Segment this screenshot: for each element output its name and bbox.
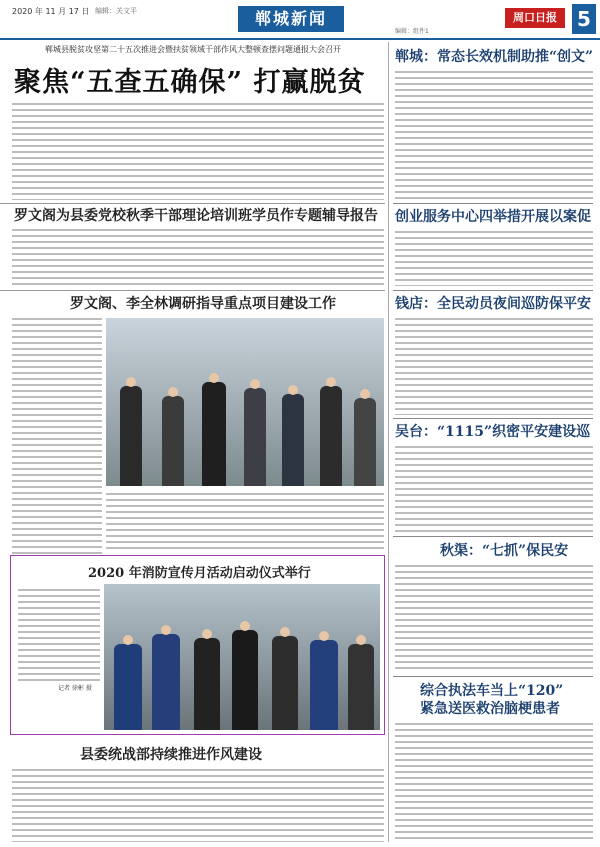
divider (393, 536, 593, 537)
divider (0, 203, 385, 204)
divider (0, 290, 385, 291)
issue-date: 2020 年 11 月 17 日 (12, 7, 90, 16)
right-headline-4: 吴台：“1115”织密平安建设巡 (395, 424, 591, 440)
article-body-3b (106, 490, 384, 550)
right-body-2 (395, 228, 593, 286)
article-body-3 (12, 315, 102, 555)
right-headline-3: 钱店：全民动员夜间巡防保平安 (395, 296, 591, 312)
article-headline-2: 罗文阁为县委党校秋季干部理论培训班学员作专题辅导报告 (14, 208, 378, 224)
page-number: 5 (572, 4, 596, 34)
right-headline-6a: 综合执法车当上“120” (420, 683, 564, 699)
photo-officials-site-visit (106, 318, 384, 486)
column-divider (388, 42, 389, 842)
right-headline-6b: 紧急送医救治脑梗患者 (420, 701, 560, 717)
section-title: 郸城新闻 (238, 6, 344, 32)
lead-body-text (12, 100, 384, 200)
lead-kicker: 郸城县脱贫攻坚第二十五次推进会暨扶贫领域干部作风大整顿查摆问题通报大会召开 (45, 45, 341, 54)
article-headline-4: 2020 年消防宣传月活动启动仪式举行 (88, 566, 311, 581)
right-headline-2: 创业服务中心四举措开展以案促 (395, 209, 591, 225)
article-body-4 (18, 586, 100, 681)
divider (393, 418, 593, 419)
right-headline-5: 秋渠：“七抓”保民安 (440, 543, 569, 559)
right-body-6 (395, 720, 593, 842)
lead-headline: 聚焦“五查五确保” 打赢脱贫 (14, 67, 366, 98)
page-header (0, 0, 600, 40)
article-body-5 (12, 766, 384, 842)
article-headline-5: 县委统战部持续推进作风建设 (80, 747, 262, 763)
right-body-3 (395, 315, 593, 415)
newspaper-logo: 周口日报 (505, 8, 565, 28)
right-body-1 (395, 68, 593, 200)
article-headline-3: 罗文阁、李全林调研指导重点项目建设工作 (70, 296, 336, 312)
right-headline-1: 郸城：常态长效机制助推“创文” (395, 49, 594, 65)
divider (393, 290, 593, 291)
editor-credit-right: 编辑：组件1 (395, 28, 429, 35)
right-body-4 (395, 443, 593, 533)
divider (393, 203, 593, 204)
divider (393, 676, 593, 677)
editor-credit: 编辑：关文平 (95, 7, 137, 15)
right-body-5 (395, 562, 593, 672)
article-body-2 (12, 226, 384, 286)
photo-fire-safety-ceremony (104, 584, 380, 730)
photo-credit: 记者 徐彬 摄 (58, 685, 92, 692)
